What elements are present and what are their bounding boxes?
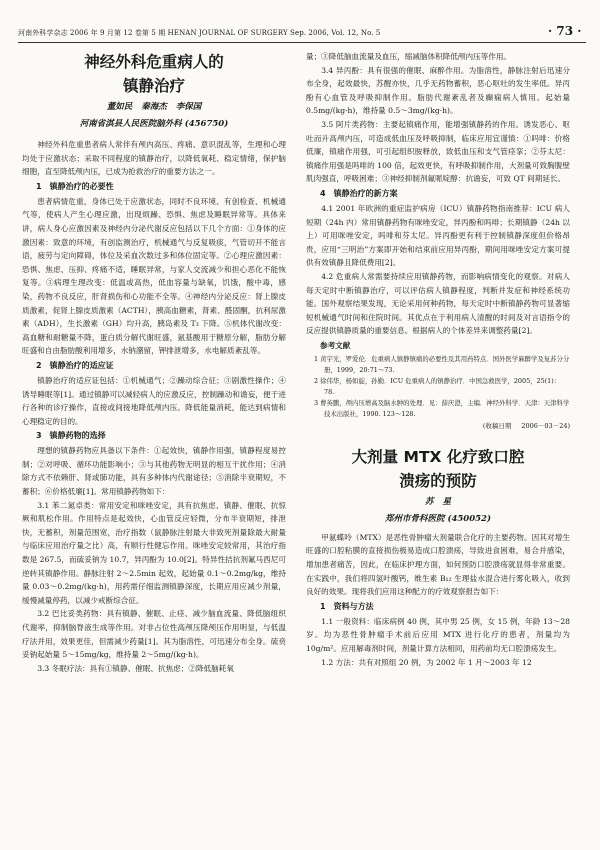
running-header: 河南外科学杂志 2006 年 9 月第 12 卷第 5 期 HENAN JOURNAL OF SURGERY Sep. 2006, Vol. 12, No. 5 [18, 29, 381, 37]
article1-title-line2: 镇静治疗 [122, 77, 185, 95]
paragraph: 理想的镇静药物应具备以下条件：①起效快，镇静作用强，镇静程度易控制；②对呼吸、循环功能影响小；③与其他药物无明显的相互干扰作用；④消除方式不依赖肝、肾或肺功能，具有多种体内代谢途径；⑤消除半衰期短，不蓄积；⑥价格低廉[1]。常用镇静药物如下： [22, 446, 286, 497]
section-number: 3 [36, 431, 42, 441]
section-heading [36, 429, 286, 443]
article1-affiliation: 河南省淇县人民医院脑外科 (456750) [79, 119, 229, 129]
paragraph: 3.3 冬眠疗法：具有①镇静、催眠、抗焦虑；②降低脑耗氧 [37, 663, 234, 673]
paragraph: 量；③降低脑血流量及血压，缩减脑体积降低颅内压等作用。 [306, 52, 512, 61]
article2-affiliation: 郑州市骨科医院 (450052) [385, 513, 491, 524]
paragraph: 3.4 异丙酚：具有很强的催眠、麻醉作用。为脂溶性，静脉注射后迅速分布全身，起效最快，苏醒亦快，几乎无药物蓄积，恶心呕吐的发生率低。异丙酚有心血管及呼吸抑制作用。脂肪代谢紊乱者及癫痫病人慎用。起始量 0.5mg/(kg·h)，维持量 0.5～3mg/(kg·h)。 [306, 65, 570, 116]
article2-title [306, 445, 570, 493]
received-date [306, 420, 570, 433]
paragraph: 4.1 2001 年欧洲的重症监护病房（ICU）镇静药物指南推荐：ICU 病人短期（24h 内）常用镇静药物有咪唑安定，异丙酚和吗啡；长期镇静（24h 以上）可用咪唑安定，吗啡和芬太尼。异丙酚更有利于控制镇静深度但价格昂贵，应用“三明治”方案即开始和结束前应用异丙酚，期间用咪唑安定方案可提供有效镇静且降低费用[2]。 [306, 203, 570, 268]
section-title: 镇静药物的选择 [49, 431, 106, 441]
article1-title [22, 50, 286, 98]
section-title: 镇静治疗的适应证 [49, 360, 114, 370]
paragraph: 3.1 苯二氮卓类：常用安定和咪唑安定，具有抗焦虑、镇静、催眠、抗惊厥和肌松作用。作用特点是起效快，心血管反应轻微，分布半衰期短，排泄快，无蓄积，剂量范围宽，治疗指数（鼠静脉注射最大非致死剂量除最大耐量与临床应用治疗量之比）高，有顺行性健忘作用。咪唑安定较常用，其治疗指数是 267.5，而硫妥钠为 10.7，异丙酚为 10.0[2]。特异性拮抗剂氟马西尼可逆转其镇静作用。静脉注射 2～2.5min 起效，起始量 0.1～0.2mg/kg，维持量 0.03～0.2mg/(kg·h)，用药需仔细监测镇静深度，长期应用应减少剂量，缓慢减量停药，以减少戒断综合征。 [22, 500, 286, 605]
article2-intro: 甲氨蝶呤（MTX）是恶性骨肿瘤大剂量联合化疗的主要药物。因其对增生旺盛的口腔粘膜的直接损伤极易造成口腔溃疡，导致进食困难，易合并感染，增加患者痛苦，因此，在临床护理方面，如何预防口腔溃疡就显得非常重要。在实践中，我们将四氢叶酸钙，维生素 B₁₂ 生理盐水混合进行雾化吸入，收到良好的效果。现将我们应用这种配方的疗效观察报告如下： [306, 532, 570, 597]
article2-title-line2: 溃疡的预防 [399, 471, 477, 490]
page-number: · 73 · [548, 24, 582, 38]
article2-title-line1: 大剂量 MTX 化疗致口腔 [351, 447, 525, 466]
section-heading [36, 359, 286, 373]
section-heading [36, 180, 286, 194]
section-title: 镇静治疗的必要性 [49, 181, 114, 191]
article1-authors: 董如民 秦海杰 李保国 [106, 102, 202, 112]
references-title: 参考文献 [320, 340, 351, 350]
reference-item: 2 徐伟华，杨如旋，孙勤．ICU 危重病人的镇静治疗．中国急救医学，2005，25(1)：78. [314, 376, 561, 396]
article2-author: 苏 星 [425, 496, 451, 507]
received-value: 2006－03－24) [521, 421, 570, 430]
section-title: 镇静治疗的新方案 [333, 188, 398, 198]
section-number: 1 [320, 601, 326, 611]
paragraph: 1.2 方法：共有对照组 20 例，为 2002 年 1 月～2003 年 12 [321, 657, 532, 667]
right-column [306, 50, 570, 669]
reference-item: 3 曹英鹏，颅内压增高及脑水肿的处理．见：薛庆澄，主编．神经外科学．天津：天津科学技术出版社，1990. 123～128. [314, 398, 570, 418]
section-number: 4 [320, 188, 326, 198]
paragraph: 1.1 一般资料：临床病例 40 例，其中男 25 例，女 15 例，年龄 13～28 岁。均为恶性骨肿瘤手术前后应用 MTX 进行化疗的患者，剂量均为 10g/m²。应用解毒剂时间，剂量计算方法相同，用药前均无口腔溃疡发生。 [306, 616, 570, 654]
section-title: 资料与方法 [333, 601, 374, 611]
section-number: 2 [36, 360, 42, 370]
paragraph: 3.5 阿片类药物：主要起镇痛作用，能增强镇静药的作用。诱发恶心、呕吐而升高颅内压，可造成低血压及呼吸抑制，临床应用宜谨慎：①吗啡：价格低廉，镇痛作用强，可引起组织胺释放，致低血压和支气管痉挛；②芬太尼：镇痛作用强是吗啡的 100 倍，起效更快，有呼吸抑制作用，大剂量可致胸腹壁肌肉强直，呼吸困难；③神经抑制剂氟哌啶醇：抗谵妄，可致 QT 间期延长。 [306, 119, 570, 184]
left-column [22, 50, 286, 675]
paragraph: 患者病情危重，身体已处于应激状态，同时不良环境、有创检查、机械通气等，使病人产生心理应激，出现烦躁、恐惧、焦虑及睡眠异常等。具体来讲，病人身心应激因素及神经内分泌代谢反应包括以下几个方面：①身体的应激因素：致意的环境，有创监测治疗，机械通气与反复吸痰，气管切开不能言语，疲劳与定向障碍，体位及采血次数过多和体位固定等。②心理应激因素：恐惧、焦虑、压抑、疼痛不适，睡眠异常，与家人交流减少和担心恶化不能恢复等。③病理生理改变：低温或高热，低血容量与缺氧，饥饿，酸中毒，感染，药物不良反应，肝肾损伤和心功能不全等。④神经内分泌反应：肾上腺皮质激素，促肾上腺皮质激素（ACTH），胰高血糖素，肾素、醛固酮，抗利尿激素（ADH），生长激素（GH）均升高，胰岛素及 T₃ 下降。⑤机体代谢改变：高血糖和耐糖量不降，蛋白质分解代谢旺盛，氨基酸用于糖原分解，脂肪分解旺盛和自由脂肪酸利用增多，水钠潴留，钾排泄增多，水电解质紊乱等。 [22, 196, 286, 356]
paragraph: 镇静治疗的适应证包括：①机械通气；②躁动综合征；③剧激性操作；④诱导睡眠等[1]。通过镇静可以减轻病人的应激反应，控制躁动和谵妄，便于进行各种的诊疗操作，直接或间接地降低颅内压、降低能量消耗，能达到病情和心理稳定的目的。 [22, 375, 286, 426]
section-heading [320, 600, 570, 614]
paragraph: 4.2 危重病人常需要持续应用镇静药物，而影响病情变化的观察。对病人每天定时中断镇静治疗，可以评估病人镇静程度，判断并发症和神经系统功能。国外观察结果发现，无论采用何种药物，每天定时中断镇静药物可显著缩短机械通气时间和住院时间。其优点在于利用病人清醒的时间及对言语指令的反应提供镇静质量的重要信息。根据病人的个体差异来调整药量[2]。 [306, 271, 570, 336]
paragraph: 3.2 巴比妥类药物：具有镇静、催眠、止痉、减少脑血流量、降低脑组织代谢率，抑制脑脊液生成等作用。对非占位性高颅压降颅压作用明显，与低温疗法并用，效果更佳，但需减少药量[1]。其为脂溶性，可迅速分布全身。硫贲妥钠起始量 5～15mg/kg，维持量 2～5mg/(kg·h)。 [22, 609, 286, 660]
header-rule [18, 42, 586, 43]
received-label: (收稿日期 [482, 421, 512, 430]
article1-intro: 神经外科危重患者病人常伴有颅内高压、疼痛、意识混乱等，生理和心理均处于应激状态；采取不同程度的镇静治疗，以降低氧耗、稳定情绪，保护脑细胞，直至降低颅内压，已成为抢救治疗的重要方法之一。 [22, 140, 286, 177]
article1-title-line1: 神经外科危重病人的 [84, 53, 224, 71]
section-heading [320, 187, 570, 201]
section-number: 1 [36, 181, 42, 191]
reference-item: 1 黄宇光，罗爱伦．危重病人镇静镇痛的必要性及其用药特点．国外医学麻醉学及复苏分分册，1999，20:71～73. [314, 354, 570, 374]
